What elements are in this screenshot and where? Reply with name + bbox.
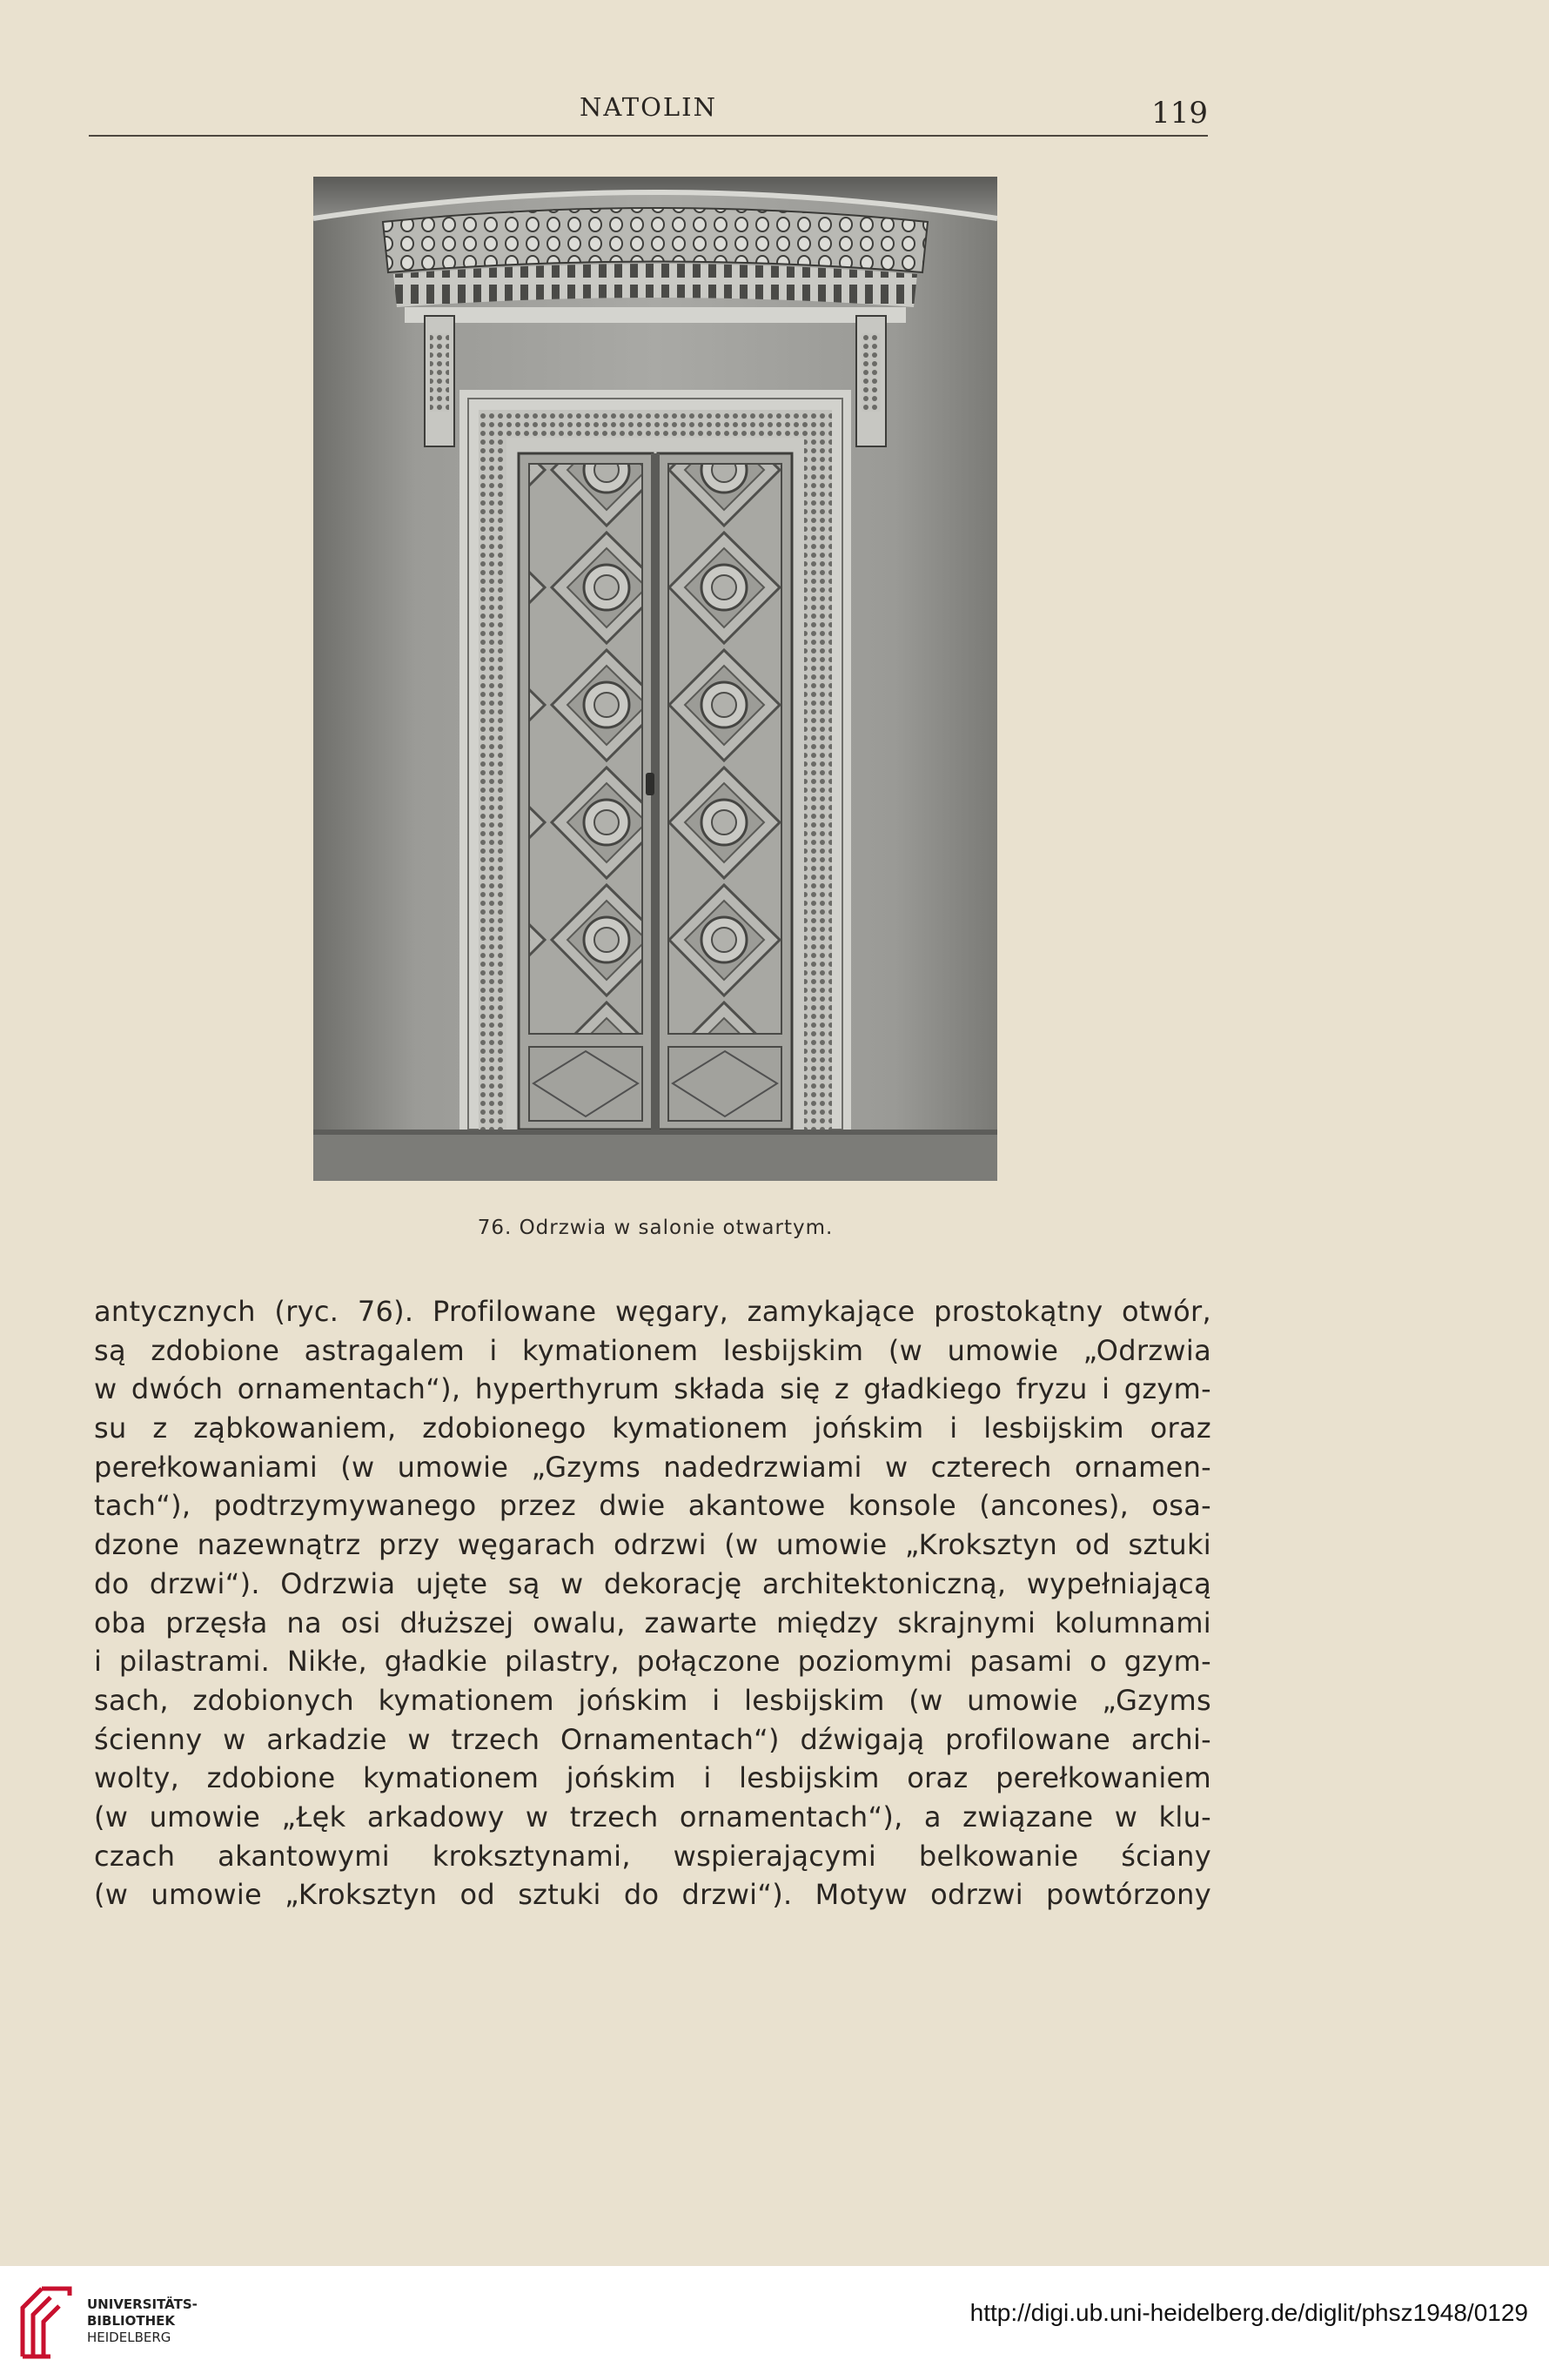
door-photograph [313,177,997,1181]
text-line: su z ząbkowaniem, zdobionego kymationem jońskim i lesbijskim oraz [94,1411,1211,1445]
text-line: perełkowaniami (w umowie „Gzyms nadedrzwiami w czterech ornamen- [94,1450,1211,1484]
text-line: i pilastrami. Nikłe, gładkie pilastry, połączone poziomymi pasami o gzym- [94,1645,1211,1679]
library-name-line3: HEIDELBERG [87,2330,171,2345]
text-line: oba przęsła na osi dłuższej owalu, zawarte między skrajnymi kolumnami [94,1606,1211,1639]
text-line: tach“), podtrzymywanego przez dwie akantowe konsole (ancones), osa- [94,1489,1211,1523]
text-line: w dwóch ornamentach“), hyperthyrum składa się z gładkiego fryzu i gzym- [94,1372,1211,1406]
header-rule [89,135,1208,137]
running-head [89,92,1208,136]
digitization-footer [0,2266,1549,2380]
text-line: dzone nazewnątrz przy węgarach odrzwi (w umowie „Kroksztyn od sztuki [94,1528,1211,1562]
text-line: ścienny w arkadzie w trzech Ornamentach“) dźwigają profilowane archi- [94,1722,1211,1756]
library-name-line1: UNIVERSITÄTS- [87,2296,198,2312]
text-line: są zdobione astragalem i kymationem lesbijskim (w umowie „Odrzwia [94,1333,1211,1367]
text-line: antycznych (ryc. 76). Profilowane węgary, zamykające prostokątny otwór, [94,1295,1211,1328]
text-line: czach akantowymi kroksztynami, wspierającymi belkowanie ściany [94,1839,1211,1873]
door-photograph-image [313,177,997,1181]
library-name [87,2296,198,2346]
body-text [94,1292,1211,1914]
figure-caption: 76. Odrzwia w salonie otwartym. [477,1217,834,1239]
text-line: (w umowie „Kroksztyn od sztuki do drzwi“). Motyw odrzwi powtórzony [94,1878,1211,1912]
running-title: NATOLIN [580,92,717,122]
library-name-line2: BIBLIOTHEK [87,2313,175,2329]
text-line: (w umowie „Łęk arkadowy w trzech ornamentach“), a związane w klu- [94,1800,1211,1834]
text-line: sach, zdobionych kymationem jońskim i lesbijskim (w umowie „Gzyms [94,1683,1211,1717]
text-line: do drzwi“). Odrzwia ujęte są w dekorację architektoniczną, wypełniającą [94,1566,1211,1600]
source-url[interactable]: http://digi.ub.uni-heidelberg.de/diglit/phsz1948/0129 [969,2299,1528,2326]
text-line: wolty, zdobione kymationem jońskim i lesbijskim oraz perełkowaniem [94,1761,1211,1795]
page-number: 119 [1151,96,1208,131]
library-logo-icon [16,2283,77,2362]
